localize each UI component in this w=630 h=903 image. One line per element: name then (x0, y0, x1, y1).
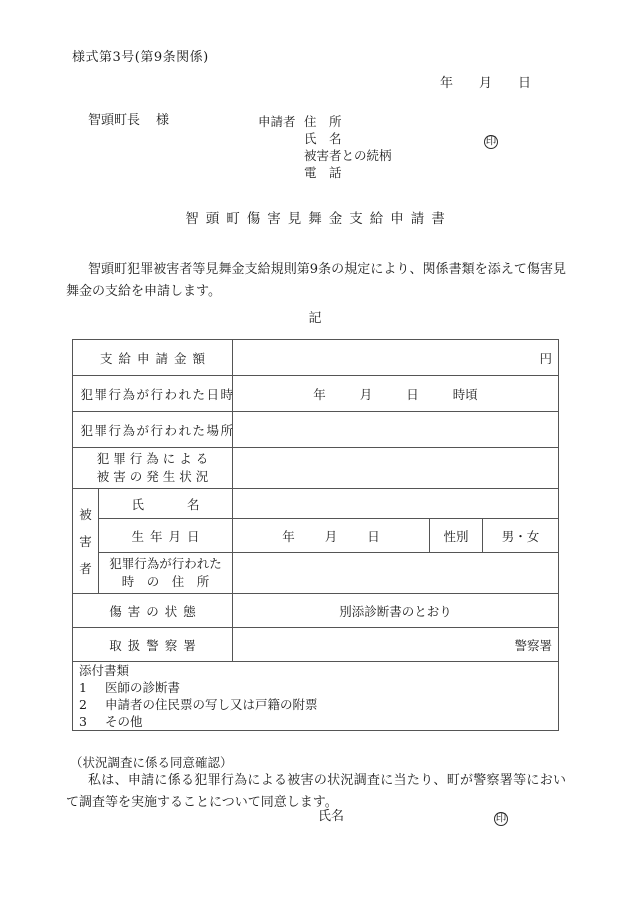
birth-day-label: 日 (367, 528, 380, 544)
situation-label-line1: 犯罪行為による (96, 451, 213, 466)
datetime-month-label: 月 (359, 386, 373, 402)
table-row-place (73, 412, 559, 448)
situation-label (73, 448, 233, 489)
signature-line (318, 805, 508, 825)
list-item (79, 696, 552, 713)
gender-label: 性別 (430, 519, 483, 553)
seal-icon: 印 (495, 812, 507, 824)
table-row-police (73, 628, 559, 662)
birth-year-label: 年 (282, 528, 295, 544)
police-value-cell[interactable] (233, 628, 559, 662)
datetime-label: 犯罪行為が行われた日時 (73, 376, 233, 412)
victim-birth-label: 生年月日 (99, 519, 233, 553)
table-row-victim-birth (73, 519, 559, 553)
applicant-address-label: 住 所 (304, 114, 342, 129)
date-month-label: 月 (479, 76, 493, 91)
applicant-relation-row (258, 146, 498, 163)
signature-label: 氏名 (318, 809, 345, 824)
victim-address-label-line1: 犯罪行為が行われた (109, 556, 222, 571)
situation-value-cell[interactable] (233, 448, 559, 489)
list-item (79, 679, 552, 696)
date-line (440, 72, 531, 91)
table-row-situation (73, 448, 559, 489)
list-item (79, 713, 552, 730)
victim-name-label: 氏 名 (99, 489, 233, 519)
applicant-name-label: 氏 名 (304, 131, 342, 146)
applicant-phone-row (258, 163, 498, 180)
date-year-label: 年 (440, 76, 454, 91)
place-label: 犯罪行為が行われた場所 (73, 412, 233, 448)
attachment-number: 3 (79, 714, 87, 729)
applicant-block (258, 112, 498, 180)
consent-body: 私は、申請に係る犯罪行為による被害の状況調査に当たり、町が警察署等において調査等を実施することについて同意します。 (66, 773, 566, 810)
amount-value-cell[interactable] (233, 340, 559, 376)
victim-address-value-cell[interactable] (233, 553, 559, 594)
form-number: 様式第3号(第9条関係) (72, 50, 209, 65)
victim-birth-value-cell[interactable] (233, 519, 430, 553)
attachment-number: 1 (79, 680, 87, 695)
attachment-text: 医師の診断書 (105, 680, 181, 695)
attachment-number: 2 (79, 697, 87, 712)
police-label: 取扱警察署 (73, 628, 233, 662)
injury-value: 別添診断書のとおり (233, 594, 559, 628)
date-day-label: 日 (518, 76, 532, 91)
attachments-cell (73, 662, 559, 731)
datetime-hour-label: 時頃 (452, 386, 478, 402)
addressee-honorific: 様 (156, 113, 170, 128)
addressee-name: 智頭町長 (88, 113, 141, 128)
amount-label: 支給申請金額 (73, 340, 233, 376)
attachment-text: その他 (105, 714, 143, 729)
ki-mark: 記 (308, 311, 322, 326)
table-row-victim-name (73, 489, 559, 519)
applicant-name-row (258, 129, 498, 146)
datetime-year-label: 年 (313, 386, 326, 402)
applicant-relation-label: 被害者との続柄 (304, 148, 392, 163)
place-value-cell[interactable] (233, 412, 559, 448)
injury-label: 傷害の状態 (73, 594, 233, 628)
table-row-attachments (73, 662, 559, 731)
table-row-injury (73, 594, 559, 628)
application-form-table (72, 339, 559, 731)
page-title: 智頭町傷害見舞金支給申請書 (185, 211, 452, 227)
attachments-title: 添付書類 (79, 663, 130, 678)
police-suffix: 警察署 (514, 637, 553, 653)
table-row-datetime (73, 376, 559, 412)
birth-month-label: 月 (324, 528, 338, 544)
victim-section-label: 被 害 者 (73, 489, 99, 594)
seal-icon: 印 (485, 135, 497, 147)
victim-name-value-cell[interactable] (233, 489, 559, 519)
table-row-amount (73, 340, 559, 376)
applicant-address-row (258, 112, 498, 129)
consent-heading: （状況調査に係る同意確認） (70, 755, 233, 770)
amount-unit: 円 (539, 350, 553, 366)
intro-paragraph: 智頭町犯罪被害者等見舞金支給規則第9条の規定により、関係書類を添えて傷害見舞金の支給を申請します。 (66, 262, 566, 299)
victim-address-label-line2: 時 の 住 所 (121, 574, 210, 589)
situation-label-line2: 被害の発生状況 (96, 469, 213, 484)
applicant-phone-label: 電 話 (304, 165, 342, 180)
gender-options[interactable]: 男・女 (483, 519, 559, 553)
addressee-line (88, 109, 169, 128)
applicant-tag: 申請者 (258, 114, 296, 129)
table-row-victim-address (73, 553, 559, 594)
attachment-text: 申請者の住民票の写し又は戸籍の附票 (105, 697, 318, 712)
victim-address-label (99, 553, 233, 594)
datetime-day-label: 日 (406, 386, 419, 402)
datetime-value-cell[interactable] (233, 376, 559, 412)
